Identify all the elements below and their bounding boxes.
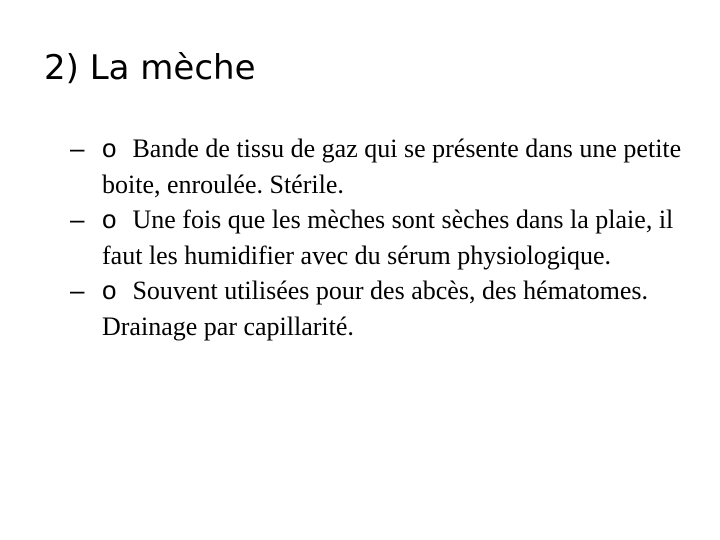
bullet-text: Bande de tissu de gaz qui se présente dans une petite boite, enroulée. Stérile. bbox=[102, 134, 682, 199]
dash-bullet-icon: – bbox=[70, 204, 85, 234]
bullet-item bbox=[70, 131, 690, 202]
bullet-item bbox=[70, 202, 690, 273]
bullet-item bbox=[70, 273, 690, 344]
bullet-text: Souvent utilisées pour des abcès, des hématomes. Drainage par capillarité. bbox=[102, 276, 649, 341]
circle-bullet-icon: o bbox=[102, 133, 117, 163]
circle-bullet-icon: o bbox=[102, 204, 117, 234]
dash-bullet-icon: – bbox=[70, 133, 85, 163]
circle-bullet-icon: o bbox=[102, 275, 117, 305]
dash-bullet-icon: – bbox=[70, 275, 85, 305]
bullet-text: Une fois que les mèches sont sèches dans la plaie, il faut les humidifier avec du sérum physiologique. bbox=[102, 205, 674, 270]
bullet-list bbox=[70, 131, 690, 344]
slide-title: 2) La mèche bbox=[44, 48, 256, 88]
